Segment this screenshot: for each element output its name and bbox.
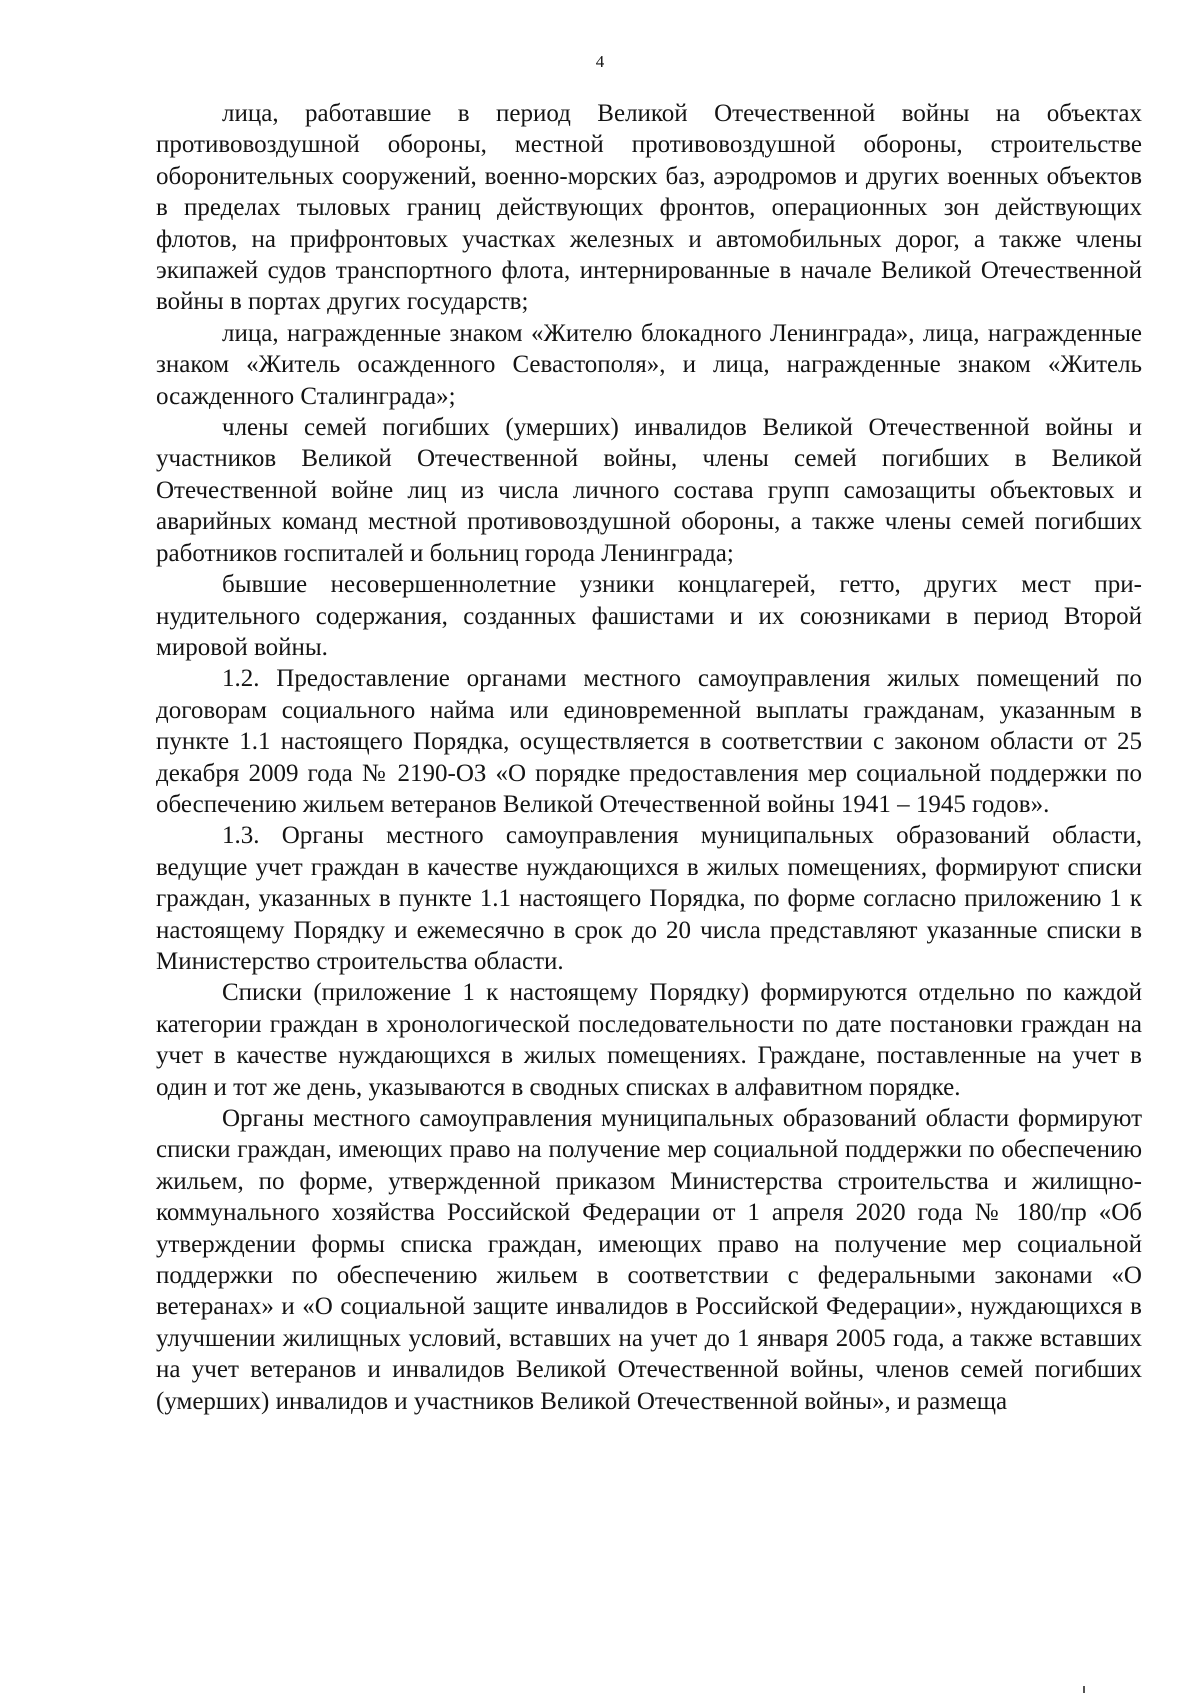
body-text [156,98,1142,1417]
paragraph-section-1-3: 1.3. Органы местного самоуправления муниципальных образований области, ведущие учет граждан в качестве нуждающихся в жилых помещениях, формируют списки граждан, указанных в пункте 1.1 настоящего Порядка, по форме согласно приложению 1 к настоящему Порядку и ежемесячно в срок до 20 числа представляют указанные списки в Министерство строительства области. [156,822,1142,975]
scan-mark [1083,1686,1085,1693]
page-number: 4 [595,52,605,71]
paragraph-former-prisoners: бывшие несовершеннолетние узники концлагерей, гетто, других мест принудительного содержания, созданных фашистами и их союзниками в период Второй мировой войны. [156,571,1142,661]
paragraph-lists-formation: Списки (приложение 1 к настоящему Порядку) формируются отдельно по каждой категории граждан в хронологической последовательности по дате постановки граждан на учет в качестве нуждающихся в жилых помещениях. Граждане, поставленные на учет в один и тот же день, указываются в сводных списках в алфавитном порядке. [156,979,1142,1101]
paragraph-workers-air-defense: лица, работавшие в период Великой Отечественной войны на объектах противовоздушной обороны, местной противовоздушной обороны, строительстве оборонительных сооружений, военно-морских баз, аэродромов и других военных объектов в пределах тыловых границ действующих фронтов, операционных зон действующих флотов, на прифронтовых участках железных и автомобильных дорог, а также члены экипажей судов транспортного флота, интернированные в начале Великой Отечественной войны в портах других государств; [156,100,1142,316]
paragraph-local-authorities-lists: Органы местного самоуправления муниципальных образований области формируют списки граждан, имеющих право на получение мер социальной поддержки по обеспечению жильем, по форме, утвержденной приказом Министерства строительства и жилищно-коммунального хозяйства Российской Федерации от 1 апреля 2020 года № 180/пр «Об утверждении формы списка граждан, имеющих право на получение мер социальной поддержки по обеспечению жильем в соответствии с федеральными законами «О ветеранах» и «О социальной защите инвалидов в Российской Федерации», нуждающихся в улучшении жилищных условий, вставших на учет до 1 января 2005 года, а также вставших на учет ветеранов и инвалидов Великой Отечественной войны, членов семей погибших (умерших) инвалидов и участников Великой Отечественной войны», и размеща [156,1105,1142,1415]
paragraph-section-1-2: 1.2. Предоставление органами местного самоуправления жилых помещений по договорам социального найма или единовременной выплаты гражданам, указанным в пункте 1.1 настоящего Порядка, осуществляется в соответствии с законом области от 25 декабря 2009 года № 2190-ОЗ «О порядке предоставления мер социальной поддержки по обеспечению жильем ветеранов Великой Отечественной войны 1941 – 1945 годов». [156,665,1142,818]
paragraph-family-members: члены семей погибших (умерших) инвалидов Великой Отечественной войны и участников Великой Отечественной войны, члены семей погибших в Великой Отечественной войне лиц из числа личного состава групп самозащиты объектовых и аварийных команд местной противовоздушной обороны, а также члены семей погибших работников госпиталей и больниц города Ленинграда; [156,414,1142,567]
paragraph-siege-badge-holders: лица, награжденные знаком «Жителю блокадного Ленинграда», лица, награжденные знаком «Житель осажденного Севастополя», и лица, награжденные знаком «Житель осажденного Сталинграда»; [156,319,1142,410]
